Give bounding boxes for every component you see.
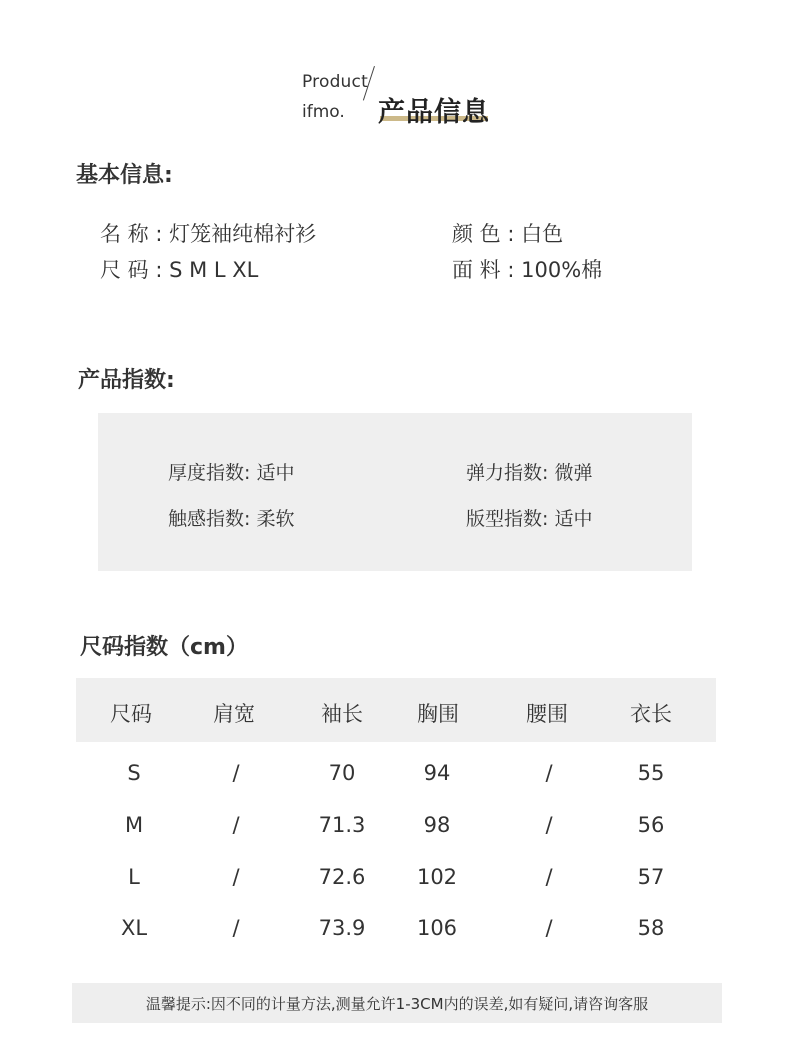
table-cell: / [545, 813, 553, 837]
info-row-color [452, 218, 563, 248]
size-header-bust: 胸围 [417, 702, 459, 726]
basic-info-title: 基本信息: [76, 163, 173, 188]
header-en-line1: Product [302, 72, 368, 92]
size-table-title: 尺码指数（cm） [80, 635, 248, 660]
table-cell: 71.3 [318, 813, 366, 837]
table-cell: / [232, 761, 240, 785]
size-header-shoulder: 肩宽 [213, 702, 255, 726]
info-value: 灯笼袖纯棉衬衫 [169, 222, 317, 246]
table-cell: M [124, 813, 144, 837]
index-item-thickness [168, 458, 294, 485]
size-header-waist: 腰围 [526, 702, 568, 726]
table-cell: 55 [637, 761, 665, 785]
index-colon: : [244, 508, 257, 530]
size-header-sleeve: 袖长 [321, 702, 363, 726]
table-cell: / [232, 865, 240, 889]
table-cell: 57 [637, 865, 665, 889]
table-cell: L [128, 865, 140, 889]
info-label: 颜 色 [452, 222, 501, 246]
info-row-name [100, 218, 316, 248]
info-label: 名 称 [100, 222, 149, 246]
index-colon: : [542, 462, 555, 484]
index-item-elasticity [466, 458, 592, 485]
table-cell: 102 [416, 865, 458, 889]
page-title: 产品信息 [378, 97, 490, 128]
info-colon: : [148, 222, 170, 246]
info-row-size [100, 254, 258, 284]
info-value: 100%棉 [521, 258, 603, 282]
table-cell: 98 [423, 813, 451, 837]
product-index-title: 产品指数: [78, 368, 175, 393]
index-value: 柔软 [256, 508, 295, 530]
table-cell: 58 [637, 916, 665, 940]
index-value: 适中 [554, 508, 593, 530]
index-label: 触感指数 [168, 508, 245, 530]
table-cell: S [127, 761, 141, 785]
table-cell: / [232, 916, 240, 940]
info-colon: : [500, 258, 522, 282]
info-label: 面 料 [452, 258, 501, 282]
index-label: 版型指数 [466, 508, 543, 530]
index-label: 厚度指数 [168, 462, 245, 484]
info-colon: : [500, 222, 522, 246]
table-cell: XL [120, 916, 148, 940]
table-cell: / [545, 865, 553, 889]
info-colon: : [148, 258, 170, 282]
index-label: 弹力指数 [466, 462, 543, 484]
info-value: 白色 [521, 222, 564, 246]
size-header-length: 衣长 [630, 702, 672, 726]
product-index-panel [98, 413, 692, 571]
table-cell: / [232, 813, 240, 837]
table-cell: 94 [423, 761, 451, 785]
measurement-note: 温馨提示:因不同的计量方法,测量允许1-3CM内的误差,如有疑问,请咨询客服 [145, 995, 649, 1013]
index-item-touch [168, 504, 294, 531]
table-cell: / [545, 916, 553, 940]
table-cell: / [545, 761, 553, 785]
index-value: 微弹 [554, 462, 593, 484]
table-cell: 73.9 [318, 916, 366, 940]
index-colon: : [542, 508, 555, 530]
info-label: 尺 码 [100, 258, 149, 282]
index-colon: : [244, 462, 257, 484]
size-header-size: 尺码 [110, 702, 152, 726]
info-row-fabric [452, 254, 602, 284]
table-cell: 70 [328, 761, 356, 785]
table-cell: 106 [416, 916, 458, 940]
index-value: 适中 [256, 462, 295, 484]
index-item-fit [466, 504, 592, 531]
table-cell: 72.6 [318, 865, 366, 889]
header-en-line2: ifmo. [302, 102, 345, 122]
table-cell: 56 [637, 813, 665, 837]
info-value: S M L XL [169, 258, 259, 282]
